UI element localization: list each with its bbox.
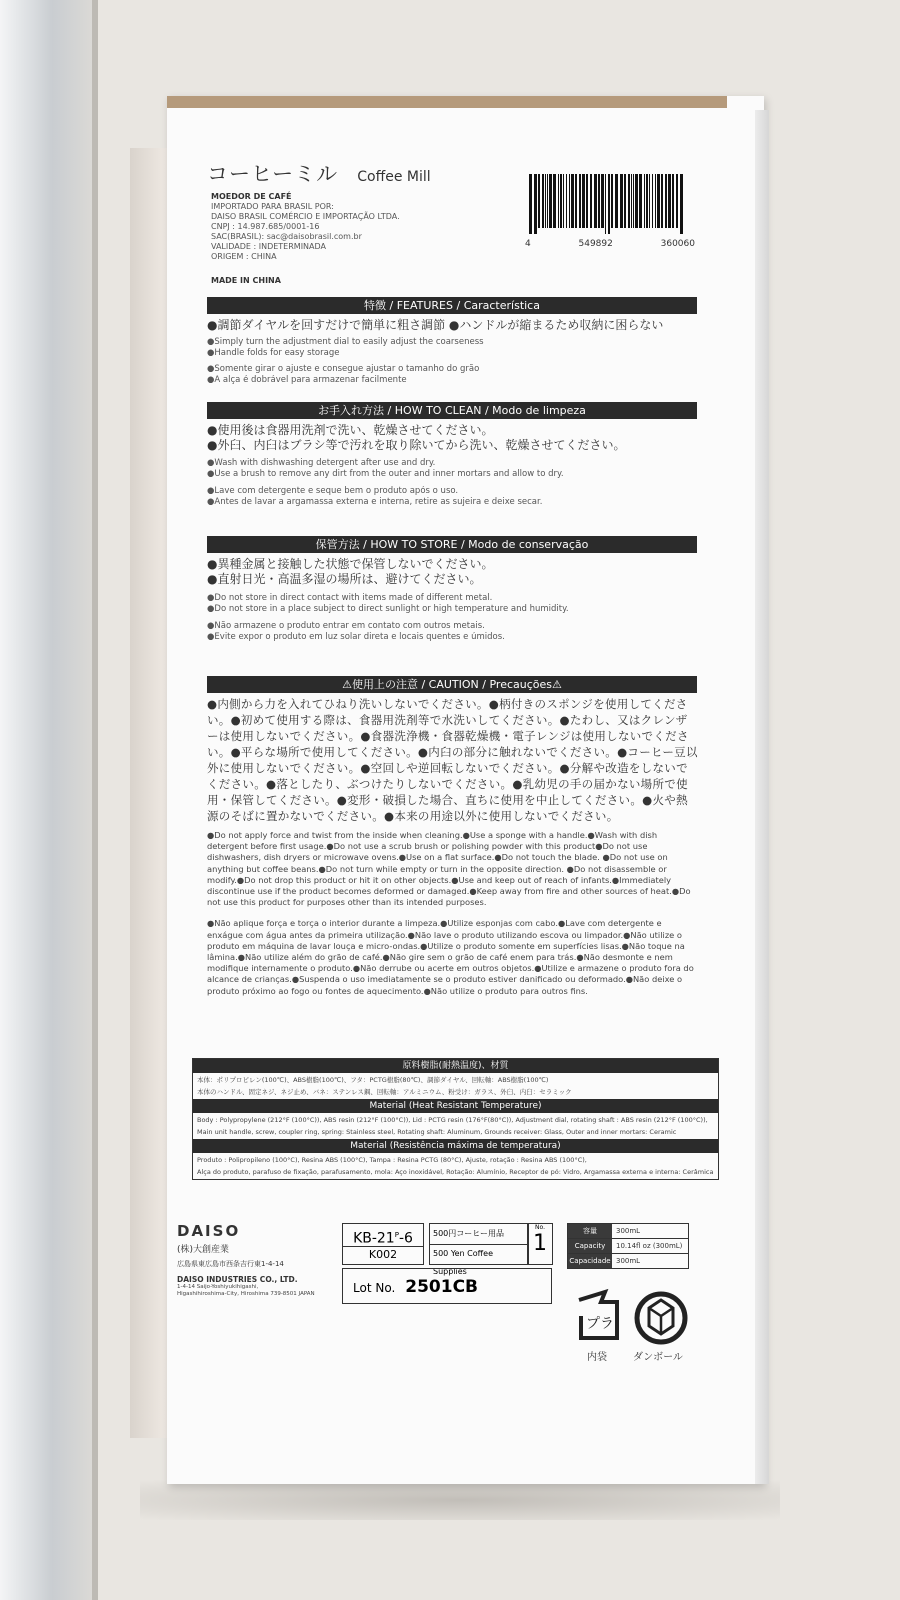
feature-line: ●A alça é dobrável para armazenar facilmente	[207, 375, 407, 385]
barcode-digit: 549892	[578, 239, 613, 249]
box-top-edge	[167, 96, 727, 108]
barcode-bar	[571, 174, 574, 228]
clean-line: ●外臼、内臼はブラシ等で汚れを取り除いてから洗い、乾燥させてください。	[207, 438, 626, 452]
wall-edge	[92, 0, 98, 1600]
barcode-bar	[657, 174, 660, 228]
clean-line: ●Antes de lavar a argamassa externa e interna, retire as sujeira e deixe secar.	[207, 497, 543, 507]
importer-line: CNPJ : 14.987.685/0001-16	[211, 222, 320, 231]
features-list	[207, 318, 707, 386]
barcode-bar	[628, 174, 630, 228]
box-shadow	[140, 1480, 780, 1520]
clean-line: ●Wash with dishwashing detergent after use and dry.	[207, 458, 436, 468]
product-title	[207, 158, 431, 188]
model-suffix: -6	[398, 1230, 413, 1247]
company-info	[177, 1222, 347, 1298]
store-line: ●Não armazene o produto entrar em contato com outros metais.	[207, 621, 485, 631]
barcode-bar	[624, 174, 626, 228]
recycle-label-cardboard: ダンボール	[633, 1352, 683, 1363]
importer-line: SAC(BRASIL): sac@daisobrasil.com.br	[211, 232, 362, 241]
barcode-bar	[672, 174, 674, 228]
model-box	[342, 1223, 424, 1265]
caution-text	[207, 696, 699, 997]
barcode-bar	[668, 174, 671, 228]
barcode-bar	[547, 174, 548, 228]
caution-paragraph-pt: ●Não aplique força e torça o interior durante a limpeza.●Utilize esponjas com cabo.●Lave com detergente e enxágue com água antes da primeira utilização.●Não lave o produto utilizando escova ou limpador.●Não utilize o produto em máquina de lavar louça e micro-ondas.●Utilize o produto somente em superfícies lisas.●Não toque na lâmina.●Não utilize além do grão de café.●Não gire sem o grão de café enem para trás.●Não desmonte e nem modifique internamente o produto.●Não derrube ou acerte em outros objetos.●Utilize e armazene o produto fora do alcance de crianças.●Suspenda o uso imediatamente se o produto estiver danificado ou deformado.●Não deixe o produto próximo ao fogo ou fontes de aquecimento.●Não utilize o produto para outros fins.	[207, 918, 694, 996]
importer-line: VALIDADE : INDETERMINADA	[211, 242, 327, 251]
barcode-bar	[655, 174, 656, 228]
clean-list	[207, 423, 707, 508]
box-flap	[130, 148, 167, 1438]
company-name-en: DAISO INDUSTRIES CO., LTD.	[177, 1275, 298, 1284]
material-table	[192, 1058, 719, 1180]
barcode-bar	[594, 174, 597, 228]
importer-line: MOEDOR DE CAFÉ	[211, 192, 292, 201]
barcode-bar	[680, 174, 683, 234]
number-box	[527, 1223, 553, 1265]
barcode-bar	[605, 174, 606, 234]
barcode-bar	[582, 174, 585, 228]
material-line: Alça do produto, parafuso de fixação, parafusamento, mola: Aço inoxidável, Rotação: Alumínio, Receptor de pó: Vidro, Argamassa externa e interna: Cerâmica	[197, 1168, 714, 1176]
barcode-bar	[563, 174, 564, 228]
capacity-key: 容量	[568, 1224, 612, 1238]
barcode-bar	[631, 174, 632, 228]
store-line: ●Do not store in direct contact with items made of different metal.	[207, 593, 493, 603]
made-in: MADE IN CHINA	[211, 276, 281, 285]
caution-paragraph-en: ●Do not apply force and twist from the inside when cleaning.●Use a sponge with a handle.●Wash with dish detergent before first usage.●Do not use a scrub brush or polishing powder with this product●Do not use dishwashers, dish dryers or microwave ovens.●Use on a flat surface.●Do not touch the blade. ●Do not use on anything but coffee beans.●Do not turn while empty or turn in the opposite direction. ●Do not disassemble or modify.●Do not drop this product or hit it on other objects.●Use and keep out of reach of infants.●Immediately discontinue use if the product becomes deformed or damaged.●Keep away from fire and other sources of heat.●Do not use this product for purposes other than its intended purposes.	[207, 830, 691, 908]
barcode-bar	[586, 174, 588, 228]
recycle-label-bag: 内袋	[587, 1352, 607, 1363]
barcode-bar	[633, 174, 634, 228]
title-english: Coffee Mill	[357, 169, 431, 185]
barcode-bar	[611, 174, 613, 228]
model-number	[343, 1224, 423, 1247]
barcode-bar	[579, 174, 581, 228]
store-line: ●異種金属と接触した状態で保管しないでください。	[207, 557, 494, 571]
barcode-bar	[601, 174, 604, 228]
barcode-bar	[549, 174, 552, 228]
barcode-bar	[676, 174, 678, 228]
clean-line: ●Lave com detergente e seque bem o produto após o uso.	[207, 486, 459, 496]
model-sup: P	[394, 1231, 399, 1239]
lot-value: 2501CB	[405, 1277, 479, 1297]
plastic-mark-text: プラ	[586, 1316, 614, 1332]
store-line: ●Do not store in a place subject to direct sunlight or high temperature and humidity.	[207, 604, 569, 614]
store-line: ●直射日光・高温多湿の場所は、避けてください。	[207, 572, 482, 586]
barcode-bar	[569, 174, 570, 228]
barcode-bar	[652, 174, 653, 228]
barcode-bar	[538, 174, 540, 228]
material-heading-jp: 原料樹脂(耐熱温度)、材質	[193, 1059, 718, 1073]
clean-heading: お手入れ方法 / HOW TO CLEAN / Modo de limpeza	[207, 402, 697, 419]
caution-paragraph-jp: ●内側から力を入れてひねり洗いしないでください。●柄付きのスポンジを使用してください。●初めて使用する際は、食器用洗剤等で水洗いしてください。●たわし、又はクレンザーは使用しないでください。●食器洗浄機・食器乾燥機・電子レンジは使用しないでください。●平らな場所で使用してください。●内臼の部分に触れないでください。●コーヒー豆以外に使用しないでください。●空回しや逆回転しないでください。●分解や改造をしないでください。●落としたり、ぶつけたりしないでください。●乳幼児の手の届かない場所で使用・保管してください。●変形・破損した場合、直ちに使用を中止してください。●火や熱源のそばに置かないでください。●本来の用途以外に使用しないでください。	[207, 697, 698, 823]
company-name-jp: (株)大創産業	[177, 1245, 230, 1255]
barcode-bar	[635, 174, 638, 228]
cardboard-recycle-icon	[637, 1294, 685, 1342]
capacity-key: Capacity	[568, 1239, 612, 1253]
barcode-bar	[615, 174, 618, 228]
capacity-value: 10.14fl oz (300mL)	[616, 1242, 683, 1250]
capacity-row	[568, 1239, 688, 1254]
material-line: 本体のハンドル、固定ネジ、ネジ止め、バネ：ステンレス鋼、回転軸：アルミニウム、粉受け：ガラス、外臼、内臼：セラミック	[197, 1088, 572, 1096]
capacity-row	[568, 1224, 688, 1239]
model-base: KB-21	[353, 1230, 395, 1247]
store-list	[207, 557, 707, 643]
barcode-bar	[542, 174, 544, 228]
barcode-digits	[525, 239, 695, 249]
material-heading-en: Material (Heat Resistant Temperature)	[193, 1099, 718, 1113]
price-jp: 500円コーヒー用品	[430, 1224, 528, 1245]
barcode-bar	[620, 174, 623, 228]
barcode-bar	[558, 174, 559, 228]
caution-heading: ⚠使用上の注意 / CAUTION / Precauções⚠	[207, 676, 697, 693]
material-line: Main unit handle, screw, coupler ring, spring: Stainless steel, Rotating shaft: Aluminum, Grounds receiver: Glass, Outer and inner mortars: Ceramic	[197, 1128, 677, 1136]
capacity-key: Capacidade	[568, 1254, 612, 1268]
material-line: Body : Polypropylene (212°F (100°C)), ABS resin (212°F (100°C)), Lid : PCTG resin (176°F(80°C)), Adjustment dial, rotating shaft : ABS resin (212°F (100°C)),	[197, 1116, 708, 1124]
plastic-recycle-icon	[579, 1292, 617, 1338]
price-en: 500 Yen Coffee Supplies	[433, 1249, 494, 1276]
barcode-bar	[608, 174, 610, 234]
store-line: ●Evite expor o produto em luz solar direta e locais quentes e úmidos.	[207, 632, 505, 642]
box-right-edge	[755, 110, 769, 1484]
barcode-bar	[560, 174, 562, 228]
title-japanese: コーヒーミル	[207, 162, 339, 186]
importer-info	[211, 192, 400, 262]
barcode-digit: 360060	[660, 239, 695, 249]
product-box	[167, 96, 764, 1484]
barcode-bar	[545, 174, 546, 228]
material-line: 本体：ポリプロピレン(100℃)、ABS樹脂(100℃)、フタ：PCTG樹脂(80℃)、調節ダイヤル、回転軸：ABS樹脂(100℃)	[197, 1076, 549, 1084]
material-line: Produto : Polipropileno (100°C), Resina ABS (100°C), Tampa : Resina PCTG (80°C), Ajuste, rotação : Resina ABS (100°C),	[197, 1156, 587, 1164]
feature-line: ●Handle folds for easy storage	[207, 348, 340, 358]
capacity-table	[567, 1223, 689, 1269]
barcode-bar	[566, 174, 567, 228]
barcode-bar	[661, 174, 663, 228]
store-heading: 保管方法 / HOW TO STORE / Modo de conservação	[207, 536, 697, 553]
features-heading: 特徴 / FEATURES / Característica	[207, 297, 697, 314]
feature-line: ●調節ダイヤルを回すだけで簡単に粗さ調節 ●ハンドルが縮まるため収納に困らない	[207, 318, 664, 332]
number-label: No.	[535, 1224, 545, 1231]
clean-line: ●使用後は食器用洗剤で洗い、乾燥させてください。	[207, 423, 494, 437]
company-address-jp: 広島県東広島市西条吉行東1-4-14	[177, 1260, 284, 1268]
barcode-bar	[590, 174, 592, 228]
lot-label: Lot No.	[353, 1281, 396, 1295]
price-box	[429, 1223, 529, 1276]
barcode-icon	[527, 174, 687, 234]
importer-line: DAISO BRASIL COMÉRCIO E IMPORTAÇÃO LTDA.	[211, 212, 400, 221]
feature-line: ●Simply turn the adjustment dial to easily adjust the coarseness	[207, 337, 484, 347]
barcode-bar	[598, 174, 600, 228]
material-heading-pt: Material (Resistência máxima de temperatura)	[193, 1139, 718, 1153]
importer-line: IMPORTADO PARA BRASIL POR:	[211, 202, 334, 211]
barcode-bar	[646, 174, 648, 228]
wall-background	[0, 0, 95, 1600]
clean-line: ●Use a brush to remove any dirt from the outer and inner mortars and allow to dry.	[207, 469, 564, 479]
lot-box	[342, 1268, 552, 1304]
barcode-bar	[639, 174, 642, 228]
capacity-value: 300mL	[616, 1227, 641, 1235]
capacity-value: 300mL	[616, 1257, 641, 1265]
product-code: K002	[368, 1248, 398, 1261]
importer-line: ORIGEM : CHINA	[211, 252, 277, 261]
barcode-bar	[575, 174, 577, 228]
barcode-bar	[553, 174, 556, 228]
barcode-bar	[534, 174, 537, 234]
capacity-row	[568, 1254, 688, 1268]
company-address-en: Higashihiroshima-City, Hiroshima 739-8501 JAPAN	[177, 1291, 315, 1297]
company-address-en: 1-4-14 Saijo-Yoshiyukihigashi,	[177, 1284, 259, 1290]
number-value: 1	[533, 1231, 547, 1256]
barcode-bar	[529, 174, 532, 234]
barcode-bar	[644, 174, 645, 228]
feature-line: ●Somente girar o ajuste e consegue ajustar o tamanho do grão	[207, 364, 480, 374]
barcode-digit: 4	[525, 239, 531, 249]
barcode-bar	[665, 174, 667, 228]
barcode-bar	[649, 174, 650, 228]
daiso-logo: DAISO	[177, 1222, 241, 1240]
